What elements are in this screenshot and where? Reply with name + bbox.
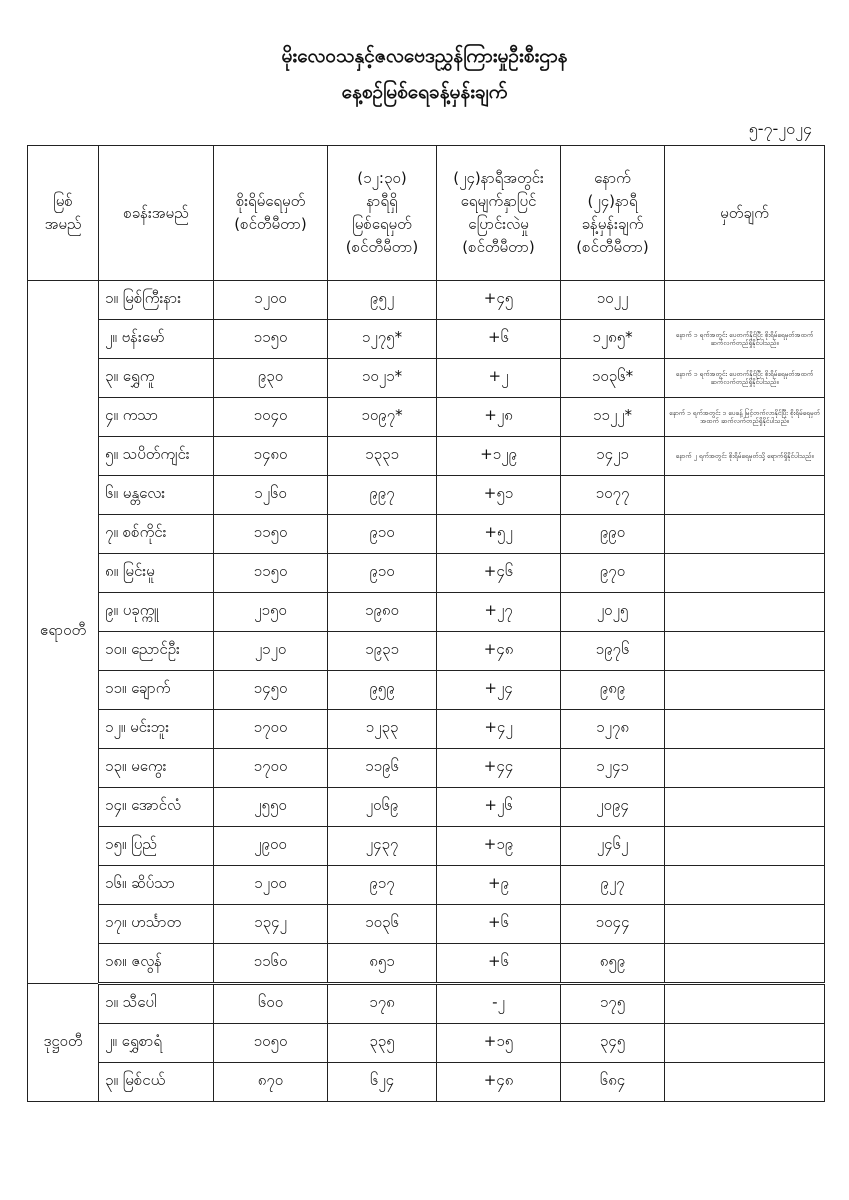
station-cell: ၇။ စစ်ကိုင်း xyxy=(99,515,214,554)
table-row xyxy=(28,710,825,749)
danger-level-cell: ၁၄၈၀ xyxy=(214,437,328,476)
danger-level-cell: ၁၂၆၀ xyxy=(214,476,328,515)
forecast-cell: ၁၄၂၁ xyxy=(561,437,665,476)
danger-level-cell: ၉၃၀ xyxy=(214,359,328,398)
change-cell: +၅၂ xyxy=(437,515,561,554)
change-cell: +၆ xyxy=(437,905,561,944)
page-subtitle: နေ့စဉ်မြစ်ရေခန့်မှန်းချက် xyxy=(341,81,508,103)
danger-level-cell: ၂၉၀၀ xyxy=(214,827,328,866)
change-cell: +၂၄ xyxy=(437,671,561,710)
table-row xyxy=(28,632,825,671)
table-row xyxy=(28,827,825,866)
change-cell: +၄၂ xyxy=(437,710,561,749)
change-cell: +၉ xyxy=(437,866,561,905)
change-cell: +၁၂၉ xyxy=(437,437,561,476)
river-name-cell: ဧရာဝတီ xyxy=(28,281,99,984)
header-line: နောက် xyxy=(594,169,631,187)
change-cell: +၆ xyxy=(437,944,561,984)
header-line: (စင်တီမီတာ) xyxy=(462,238,535,256)
remark-cell: နောက် ၁ ရက်အတွင်း ၁ ပေခန့် မြင့်တက်လာနိုင်ပြီး စိုးရိမ်ရေမှတ်အထက် ဆက်လက်တည်ရှိနိုင်ပါသည်။ xyxy=(665,398,825,437)
water-level-cell: ၉၅၉ xyxy=(328,671,437,710)
forecast-cell: ၆၈၄ xyxy=(561,1063,665,1102)
danger-level-cell: ၁၃၄၂ xyxy=(214,905,328,944)
station-cell: ၂။ ဗန်းမော် xyxy=(99,320,214,359)
table-row xyxy=(28,554,825,593)
remark-cell xyxy=(665,1063,825,1102)
forecast-cell: ၃၄၅ xyxy=(561,1024,665,1063)
water-level-cell: ၃၃၅ xyxy=(328,1024,437,1063)
remark-cell xyxy=(665,827,825,866)
change-cell: +၄၈ xyxy=(437,1063,561,1102)
station-cell: ၁၇။ ဟင်္သာတ xyxy=(99,905,214,944)
danger-level-cell: ၁၇၀၀ xyxy=(214,749,328,788)
change-cell: +၄၈ xyxy=(437,632,561,671)
water-level-cell: ၂၄၃၇ xyxy=(328,827,437,866)
header-line: (စင်တီမီတာ) xyxy=(345,238,419,256)
danger-level-cell: ၁၂၀၀ xyxy=(214,866,328,905)
header-line: စိုးရိမ်ရေမှတ် xyxy=(235,192,306,210)
water-level-cell: ၁၇၈ xyxy=(328,984,437,1024)
remark-cell xyxy=(665,749,825,788)
forecast-cell: ၉၉၀ xyxy=(561,515,665,554)
water-level-cell: ၆၂၄ xyxy=(328,1063,437,1102)
station-cell: ၁။ မြစ်ကြီးနား xyxy=(99,281,214,320)
remark-cell xyxy=(665,671,825,710)
remark-cell xyxy=(665,984,825,1024)
table-row xyxy=(28,437,825,476)
table-row xyxy=(28,320,825,359)
table-row xyxy=(28,671,825,710)
river-group-dokhtawady xyxy=(28,984,825,1102)
table-row xyxy=(28,515,825,554)
forecast-cell: ၁၀၃၆* xyxy=(561,359,665,398)
forecast-cell: ၁၂၄၁ xyxy=(561,749,665,788)
water-level-cell: ၂၀၆၉ xyxy=(328,788,437,827)
header-line: (၂၄)နာရီ xyxy=(587,192,638,210)
table-row xyxy=(28,866,825,905)
forecast-cell: ၂၄၆၂ xyxy=(561,827,665,866)
water-level-cell: ၁၉၃၁ xyxy=(328,632,437,671)
header-line: အမည် xyxy=(44,215,82,233)
station-cell: ၁၁။ ချောက် xyxy=(99,671,214,710)
water-level-cell: ၉၅၂ xyxy=(328,281,437,320)
header-line: မြစ် xyxy=(53,192,73,210)
change-cell: +၆ xyxy=(437,320,561,359)
remark-cell xyxy=(665,710,825,749)
change-cell: +၄၅ xyxy=(437,281,561,320)
water-level-cell: ၁၂၇၅* xyxy=(328,320,437,359)
table-row xyxy=(28,1024,825,1063)
table-row xyxy=(28,593,825,632)
danger-level-cell: ၆၀၀ xyxy=(214,984,328,1024)
danger-level-cell: ၁၂၀၀ xyxy=(214,281,328,320)
table-row xyxy=(28,984,825,1024)
header-line: ရေမျက်နှာပြင် xyxy=(460,192,537,210)
danger-level-cell: ၁၇၀၀ xyxy=(214,710,328,749)
header-river xyxy=(28,146,99,281)
header-line: စခန်းအမည် xyxy=(123,203,189,222)
remark-cell: နောက် ၁ ရက်အတွင်း ပေတက်နိုင်ပြီး စိုးရိမ်ရေမှတ်အထက် ဆက်လက်တည်ရှိနိုင်ပါသည်။ xyxy=(665,359,825,398)
water-level-cell: ၁၀၃၆ xyxy=(328,905,437,944)
water-level-cell: ၁၀၂၁* xyxy=(328,359,437,398)
header-line: (၂၄)နာရီအတွင်း xyxy=(453,169,544,187)
river-name-cell: ဒုဋ္ဌဝတီ xyxy=(28,984,99,1102)
forecast-cell: ၁၉၇၆ xyxy=(561,632,665,671)
forecast-cell: ၂၀၂၅ xyxy=(561,593,665,632)
header-forecast xyxy=(561,146,665,281)
header-line: ပြောင်းလဲမှု xyxy=(468,215,529,233)
forecast-cell: ၁၇၅ xyxy=(561,984,665,1024)
remark-cell xyxy=(665,476,825,515)
water-level-cell: ၁၁၉၆ xyxy=(328,749,437,788)
danger-level-cell: ၁၀၅၀ xyxy=(214,1024,328,1063)
station-cell: ၅။ သပိတ်ကျင်း xyxy=(99,437,214,476)
remark-cell: နောက် ၂ ရက်အတွင်း စိုးရိမ်ရေမှတ်သို့ ရောက်ရှိနိုင်ပါသည်။ xyxy=(665,437,825,476)
danger-level-cell: ၈၇၀ xyxy=(214,1063,328,1102)
station-cell: ၁။ သီပေါ xyxy=(99,984,214,1024)
water-level-cell: ၁၀၉၇* xyxy=(328,398,437,437)
forecast-cell: ၉၈၉ xyxy=(561,671,665,710)
station-cell: ၁၀။ ညောင်ဦး xyxy=(99,632,214,671)
remark-cell xyxy=(665,515,825,554)
remark-cell xyxy=(665,788,825,827)
station-cell: ၁၄။ အောင်လံ xyxy=(99,788,214,827)
table-header xyxy=(28,146,825,281)
remark-cell xyxy=(665,1024,825,1063)
header-change xyxy=(437,146,561,281)
header-station xyxy=(99,146,214,281)
header-line: (၁၂:၃၀) xyxy=(357,169,407,187)
remark-cell xyxy=(665,632,825,671)
danger-level-cell: ၂၁၅၀ xyxy=(214,593,328,632)
forecast-cell: ၉၂၇ xyxy=(561,866,665,905)
header-line: မှတ်ချက် xyxy=(720,203,769,222)
forecast-cell: ၁၀၄၄ xyxy=(561,905,665,944)
change-cell: +၄၆ xyxy=(437,554,561,593)
table-row xyxy=(28,944,825,984)
change-cell: +၅၁ xyxy=(437,476,561,515)
station-cell: ၄။ ကသာ xyxy=(99,398,214,437)
station-cell: ၃။ မြစ်ငယ် xyxy=(99,1063,214,1102)
table-row xyxy=(28,1063,825,1102)
page-title: မိုးလေဝသနှင့်ဇလဗေဒညွှန်ကြားမှုဦးစီးဌာန xyxy=(281,45,568,67)
danger-level-cell: ၁၁၅၀ xyxy=(214,554,328,593)
table-row xyxy=(28,476,825,515)
station-cell: ၁၂။ မင်းဘူး xyxy=(99,710,214,749)
header-danger-level xyxy=(214,146,328,281)
remark-cell xyxy=(665,281,825,320)
header-line: ခန့်မှန်းချက် xyxy=(581,215,644,233)
station-cell: ၃။ ရွှေကူ xyxy=(99,359,214,398)
danger-level-cell: ၂၁၂၀ xyxy=(214,632,328,671)
danger-level-cell: ၁၁၅၀ xyxy=(214,320,328,359)
change-cell: +၂၆ xyxy=(437,788,561,827)
station-cell: ၁၅။ ပြည် xyxy=(99,827,214,866)
forecast-cell: ၁၀၂၂ xyxy=(561,281,665,320)
forecast-cell: ၁၂၇၈ xyxy=(561,710,665,749)
table-row xyxy=(28,281,825,320)
station-cell: ၈။ မြင်းမူ xyxy=(99,554,214,593)
change-cell: +၁၅ xyxy=(437,1024,561,1063)
water-level-cell: ၉၁၇ xyxy=(328,866,437,905)
document-date: ၅-၇-၂၀၂၄ xyxy=(748,119,812,138)
remark-cell xyxy=(665,593,825,632)
change-cell: +၄၄ xyxy=(437,749,561,788)
header-line: (စင်တီမီတာ) xyxy=(576,238,649,256)
station-cell: ၁၆။ ဆိပ်သာ xyxy=(99,866,214,905)
water-level-cell: ၉၁၀ xyxy=(328,515,437,554)
station-cell: ၁၃။ မကွေး xyxy=(99,749,214,788)
change-cell: +၂ xyxy=(437,359,561,398)
water-level-cell: ၈၅၁ xyxy=(328,944,437,984)
remark-cell xyxy=(665,944,825,984)
header-line: (စင်တီမီတာ) xyxy=(234,215,307,233)
remark-cell xyxy=(665,554,825,593)
station-cell: ၂။ ရွှေစာရံ xyxy=(99,1024,214,1063)
header-water-level xyxy=(328,146,437,281)
forecast-cell: ၁၀၇၇ xyxy=(561,476,665,515)
table-row xyxy=(28,749,825,788)
water-level-cell: ၁၂၃၃ xyxy=(328,710,437,749)
forecast-cell: ၁၁၂၂* xyxy=(561,398,665,437)
change-cell: +၂၇ xyxy=(437,593,561,632)
station-cell: ၆။ မန္တလေး xyxy=(99,476,214,515)
forecast-cell: ၈၅၉ xyxy=(561,944,665,984)
danger-level-cell: ၁၁၆၀ xyxy=(214,944,328,984)
change-cell: +၁၉ xyxy=(437,827,561,866)
table-row xyxy=(28,788,825,827)
forecast-cell: ၂၀၉၄ xyxy=(561,788,665,827)
table-row xyxy=(28,359,825,398)
header-line: နာရီရှိ xyxy=(366,192,398,210)
table-row xyxy=(28,398,825,437)
water-level-cell: ၁၃၃၁ xyxy=(328,437,437,476)
water-level-cell: ၉၁၀ xyxy=(328,554,437,593)
change-cell: -၂ xyxy=(437,984,561,1024)
header-line: မြစ်ရေမှတ် xyxy=(352,215,412,233)
danger-level-cell: ၁၁၅၀ xyxy=(214,515,328,554)
river-group-ayeyarwady xyxy=(28,281,825,984)
station-cell: ၁၈။ ဇလွန် xyxy=(99,944,214,984)
header-remarks xyxy=(665,146,825,281)
danger-level-cell: ၂၅၅၀ xyxy=(214,788,328,827)
remark-cell xyxy=(665,866,825,905)
table-row xyxy=(28,905,825,944)
water-level-cell: ၉၉၇ xyxy=(328,476,437,515)
forecast-cell: ၉၇၀ xyxy=(561,554,665,593)
forecast-cell: ၁၂၈၅* xyxy=(561,320,665,359)
station-cell: ၉။ ပခုက္ကူ xyxy=(99,593,214,632)
water-level-cell: ၁၉၈၀ xyxy=(328,593,437,632)
river-forecast-table xyxy=(27,145,825,1102)
danger-level-cell: ၁၄၅၀ xyxy=(214,671,328,710)
remark-cell: နောက် ၁ ရက်အတွင်း ပေတက်နိုင်ပြီး စိုးရိမ်ရေမှတ်အထက် ဆက်လက်တည်ရှိနိုင်ပါသည်။ xyxy=(665,320,825,359)
danger-level-cell: ၁၀၄၀ xyxy=(214,398,328,437)
remark-cell xyxy=(665,905,825,944)
change-cell: +၂၈ xyxy=(437,398,561,437)
